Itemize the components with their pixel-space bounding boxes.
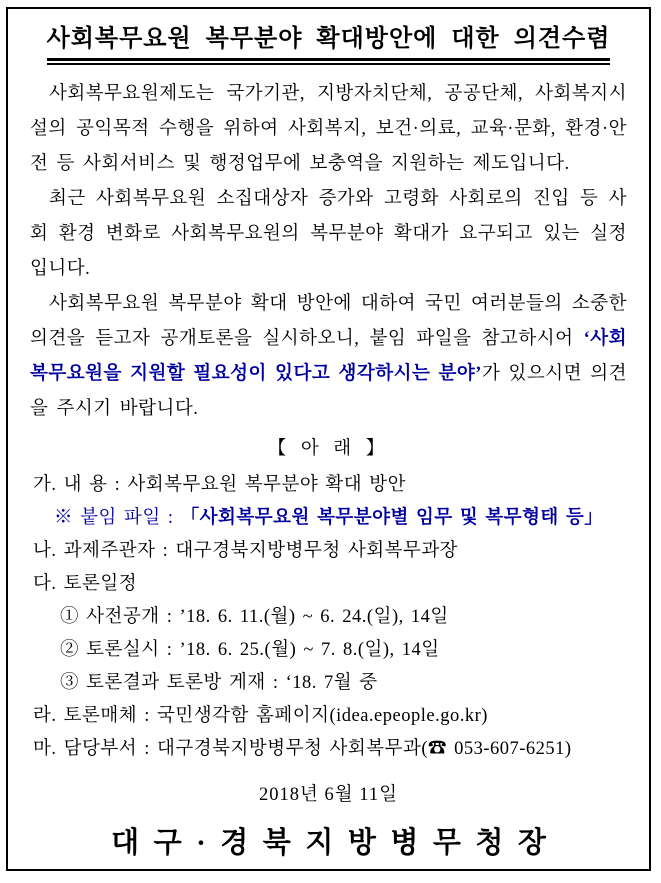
item-department: 마. 담당부서 : 대구경북지방병무청 사회복무과(☎ 053-607-6251) [33, 739, 572, 759]
title-underline-thin [47, 63, 611, 65]
notice-document-page [6, 7, 651, 871]
document-title: 사회복무요원 복무분야 확대방안에 대한 의견수렴 [46, 26, 611, 52]
paragraph3-text-after: 가 있으시면 의견을 주시기 바랍니다. [30, 364, 627, 419]
item-schedule-2: ② 토론실시 : ’18. 6. 25.(월) ~ 7. 8.(일), 14일 [60, 640, 440, 660]
document-date: 2018년 6월 11일 [259, 785, 398, 805]
intro-paragraph-3 [30, 287, 627, 427]
item-attachment [30, 502, 627, 535]
item-media: 라. 토론매체 : 국민생각함 홈페이지(idea.epeople.go.kr) [33, 706, 488, 726]
intro-paragraph-2: 최근 사회복무요원 소집대상자 증가와 고령화 사회로의 진입 등 사회 환경 변화로 사회복무요원의 복무분야 확대가 요구되고 있는 실정입니다. [30, 189, 627, 279]
paragraph3-highlighted-phrase: ‘사회복무요원을 지원할 필요성이 있다고 생각하시는 분야’ [30, 329, 627, 384]
paragraph3-text-before: 사회복무요원 복무분야 확대 방안에 대하여 국민 여러분들의 소중한 의견을 듣고자 공개토론을 실시하오니, 붙임 파일을 참고하시어 [30, 294, 627, 349]
title-inner [41, 23, 617, 65]
item-schedule-title: 다. 토론일정 [33, 574, 138, 594]
item-manager: 나. 과제주관자 : 대구경북지방병무청 사회복무과장 [33, 541, 459, 561]
detail-list [30, 469, 627, 766]
item-schedule-3: ③ 토론결과 토론방 게재 : ‘18. 7월 중 [60, 673, 378, 693]
item-schedule-1: ① 사전공개 : ’18. 6. 11.(월) ~ 6. 24.(일), 14일 [60, 607, 449, 627]
item-content: 가. 내 용 : 사회복무요원 복무분야 확대 방안 [33, 475, 406, 495]
signature-issuer: 대구·경북지방병무청장 [111, 827, 561, 859]
title-underline-thick [47, 58, 611, 61]
below-section-header: 【 아 래 】 [267, 439, 390, 459]
title-block [30, 23, 627, 65]
attachment-label: ※ 붙임 파일 : [54, 508, 181, 528]
intro-paragraph-1: 사회복무요원제도는 국가기관, 지방자치단체, 공공단체, 사회복지시설의 공익목적 수행을 위하여 사회복지, 보건·의료, 교육·문화, 환경·안전 등 사회서비스 및 행정업무에 보충역을 지원하는 제도입니다. [30, 84, 627, 174]
attachment-file-title: 「사회복무요원 복무분야별 임무 및 복무형태 등」 [180, 508, 604, 528]
